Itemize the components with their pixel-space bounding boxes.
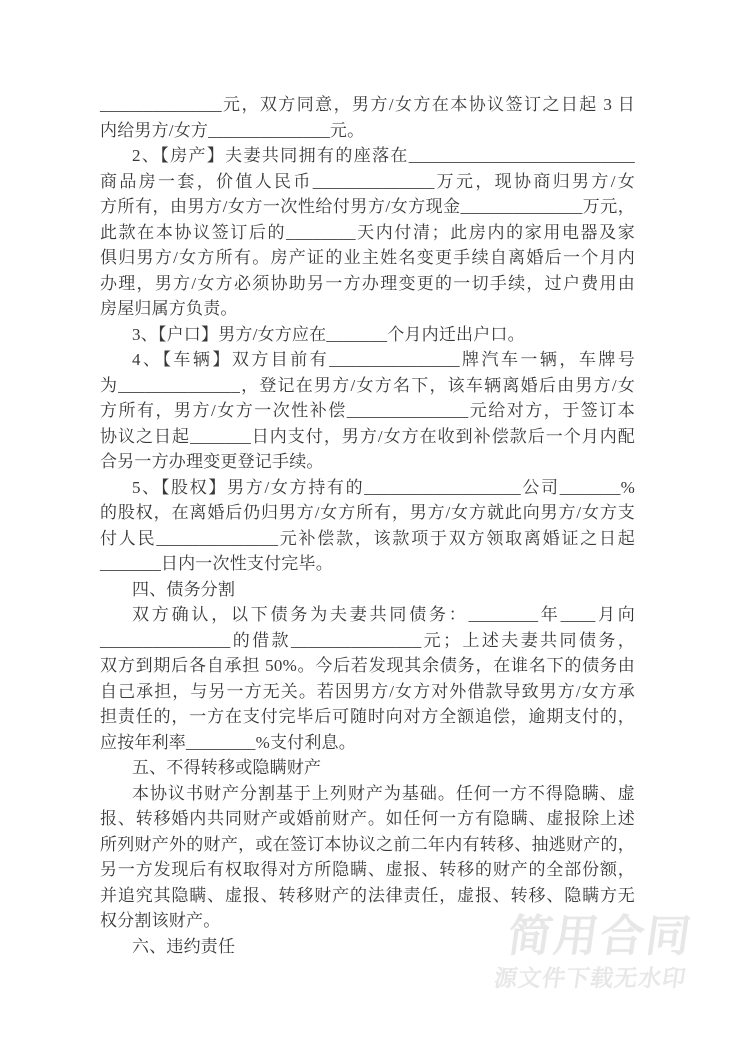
document-line: 5、【股权】男方/女方持有的__________________公司_______% — [132, 477, 635, 497]
document-line: 五、不得转移或隐瞒财产 — [132, 758, 322, 777]
document-line: _______________的借款_______________元；上述夫妻共同债务， — [100, 630, 635, 650]
watermark-subtitle: 源文件下载无水印 — [492, 965, 689, 991]
document-line: 双方确认，以下债务为夫妻共同债务：________年____月向 — [132, 605, 635, 624]
document-line: 内给男方/女方______________元。 — [100, 120, 365, 140]
watermark-title: 简用合同 — [504, 912, 696, 961]
document-line: 办理，男方/女方必须协助另一方办理变更的一切手续，过户费用由 — [100, 273, 635, 293]
document-line: 合另一方办理变更登记手续。 — [100, 452, 324, 471]
document-line: 应按年利率________%支付利息。 — [100, 732, 356, 752]
document-line: 的股权，在离婚后仍归男方/女方所有，男方/女方就此向男方/女方支 — [100, 503, 635, 522]
document-line: 六、违约责任 — [132, 936, 236, 956]
document-line: 本协议书财产分割基于上列财产为基础。任何一方不得隐瞒、虚 — [132, 783, 635, 803]
document-line: 为______________，登记在男方/女方名下，该车辆离婚后由男方/女 — [100, 375, 635, 395]
document-line: 担责任的，一方在支付完毕后可随时向对方全额追偿，逾期支付的， — [100, 707, 635, 726]
document-line: 报、转移婚内共同财产或婚前财产。如任何一方有隐瞒、虚报除上述 — [100, 809, 635, 828]
document-line: 权分割该财产。 — [100, 911, 221, 930]
document-line: ______________元，双方同意，男方/女方在本协议签订之日起 3 日 — [100, 95, 635, 114]
document-line: 2、【房产】夫妻共同拥有的座落在__________________________ — [132, 146, 635, 165]
document-line: 四、债务分割 — [132, 579, 236, 599]
document-line: 方所有，男方/女方一次性补偿______________元给对方，于签订本 — [100, 401, 635, 420]
document-line: 方所有，由男方/女方一次性给付男方/女方现金______________万元， — [100, 197, 635, 216]
document-line: 商品房一套，价值人民币______________万元，现协商归男方/女 — [100, 171, 635, 191]
document-line: 3、【户口】男方/女方应在_______个月内迁出户口。 — [132, 324, 525, 344]
document-line: 4、【车辆】双方目前有_______________牌汽车一辆，车牌号 — [132, 350, 635, 369]
document-line: _______日内一次性支付完毕。 — [100, 554, 333, 573]
document-line: 自己承担，与另一方无关。若因男方/女方对外借款导致男方/女方承 — [100, 681, 635, 701]
document-line: 并追究其隐瞒、虚报、转移财产的法律责任，虚报、转移、隐瞒方无 — [100, 885, 635, 905]
document-line: 另一方发现后有权取得对方所隐瞒、虚报、转移的财产的全部份额， — [100, 860, 635, 879]
document-body — [100, 92, 635, 959]
document-line: 俱归男方/女方所有。房产证的业主姓名变更手续自离婚后一个月内 — [100, 248, 635, 267]
document-line: 所列财产外的财产，或在签订本协议之前二年内有转移、抽逃财产的， — [100, 834, 635, 854]
document-line: 此款在本协议签订后的________天内付清；此房内的家用电器及家 — [100, 222, 635, 242]
watermark — [492, 912, 695, 992]
document-line: 协议之日起_______日内支付，男方/女方在收到补偿款后一个月内配 — [100, 426, 635, 446]
document-line: 付人民______________元补偿款，该款项于双方领取离婚证之日起 — [100, 528, 635, 548]
document-line: 房屋归属方负责。 — [100, 299, 238, 318]
document-line: 双方到期后各自承担 50%。今后若发现其余债务，在谁名下的债务由 — [100, 656, 635, 675]
